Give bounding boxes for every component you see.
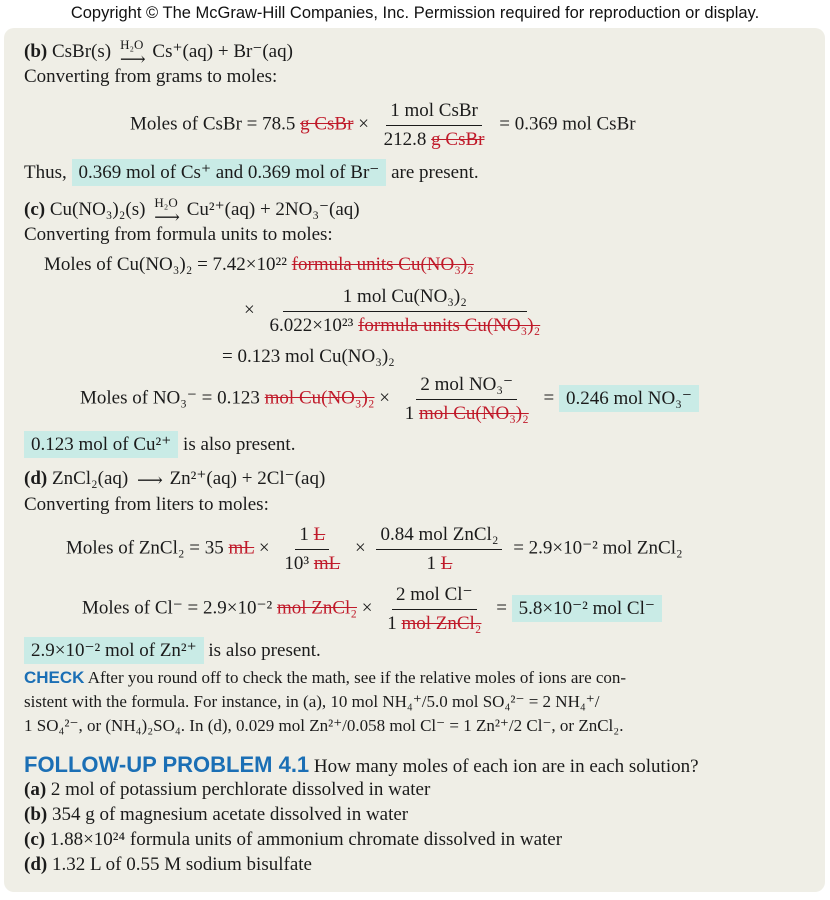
cancelled-unit: g CsBr [300,113,354,135]
follow-up-question: How many moles of each ion are in each solution? [313,756,699,777]
part-d-equation-2: Moles of Cl⁻ = 2.9×10⁻² mol ZnCl₂ × $\frac{\text{2 mol Cl⁻}}{\text{1 mol ZnCl₂}}$ = 5.8×10⁻² mol Cl⁻ [82,584,662,635]
fraction-numerator: 2 mol NO₃⁻ [416,374,517,400]
right-arrow-icon: ⟶ [119,49,144,69]
part-b-reaction [24,38,293,67]
arrow-label: H₂O [154,195,178,210]
follow-up-item: (a) 2 mol of potassium perchlorate dissolved in water [24,779,431,800]
part-c-reaction [24,196,360,225]
highlighted-answer: 5.8×10⁻² mol Cl⁻ [512,595,662,622]
reaction-arrow [154,196,178,225]
fraction-denominator: 212.8 g CsBr [383,128,485,150]
arrow-label: H₂O [120,37,144,52]
fraction-numerator: 1 mol CsBr [386,100,482,126]
fraction-numerator: 1 mol Cu(NO₃)₂ [283,286,527,312]
part-c-products: Cu²⁺(aq) + 2NO₃⁻(aq) [186,198,360,220]
reaction-arrow [137,469,161,490]
part-d-products: Zn²⁺(aq) + 2Cl⁻(aq) [169,468,326,489]
part-d-also-present: 2.9×10⁻² mol of Zn²⁺ is also present. [24,640,321,662]
highlighted-answer: 2.9×10⁻² mol of Zn²⁺ [24,637,204,664]
follow-up-item: (d) 1.32 L of 0.55 M sodium bisulfate [24,854,312,875]
eq-result: = 0.369 mol CsBr [499,113,636,135]
conversion-fraction [280,524,344,575]
conversion-fraction [401,374,533,425]
highlighted-answer: 0.369 mol of Cs⁺ and 0.369 mol of Br⁻ [72,159,387,186]
highlighted-answer: 0.123 mol of Cu²⁺ [24,431,178,458]
part-b-converting: Converting from grams to moles: [24,66,278,87]
fraction-numerator: 2 mol Cl⁻ [392,584,477,610]
follow-up-item: (b) 354 g of magnesium acetate dissolved in water [24,804,409,825]
eq-lhs: Moles of CsBr = 78.5 [130,113,296,135]
part-b-conclusion: Thus, 0.369 mol of Cs⁺ and 0.369 mol of Br⁻ are present. [24,162,479,184]
follow-up-heading [24,752,699,778]
check-line-2: sistent with the formula. For instance, in (a), 10 mol NH₄⁺/5.0 mol SO₄²⁻ = 2 NH₄⁺/ [24,692,600,711]
follow-up-item: (c) 1.88×10²⁴ formula units of ammonium chromate dissolved in water [24,829,563,850]
cancelled-unit: formula units Cu(NO₃)₂ [291,254,474,275]
fraction-denominator: 6.022×10²³ formula units Cu(NO₃)₂ [269,314,541,336]
part-d-converting: Converting from liters to moles: [24,494,269,515]
fraction-denominator: 1 L [426,552,453,574]
part-c-also-present: 0.123 mol of Cu²⁺ is also present. [24,434,295,456]
part-c-equation-1-result: = 0.123 mol Cu(NO₃)₂ [222,346,395,367]
part-b-products: Cs⁺(aq) + Br⁻(aq) [152,40,293,62]
cancelled-unit: mol ZnCl₂ [276,597,357,619]
check-line-3: 1 SO₄²⁻, or (NH₄)₂SO₄. In (d), 0.029 mol Zn²⁺/0.058 mol Cl⁻ = 1 Zn²⁺/2 Cl⁻, or ZnCl₂. [24,716,624,735]
part-d-label: (d) [24,468,48,489]
fraction-denominator: 1 mol Cu(NO₃)₂ [404,402,529,424]
conversion-fraction [380,100,489,151]
fraction-numerator: 0.84 mol ZnCl₂ [376,524,502,550]
conversion-fraction [265,286,544,337]
fraction-denominator: 10³ mL [284,552,341,574]
part-c-converting: Converting from formula units to moles: [24,224,333,245]
part-d-reaction [24,468,325,490]
part-c-reactant: Cu(NO₃)₂(s) [49,198,146,220]
part-b-label: (b) [24,40,48,62]
right-arrow-icon: ⟶ [154,207,178,227]
conversion-fraction [376,524,502,575]
part-c-equation-1-fraction: × $\frac{\text{1 mol Cu(NO₃)₂}}{\text{6.022×10²³ formula units Cu(NO₃)₂}}$ [244,286,550,337]
part-b-reactant: CsBr(s) [51,40,112,62]
fraction-numerator: 1 L [295,524,329,550]
conversion-fraction [383,584,485,635]
follow-up-label: FOLLOW-UP PROBLEM 4.1 [24,752,310,777]
check-line-1: CHECK After you round off to check the math, see if the relative moles of ions are con- [24,668,627,687]
cancelled-unit: mol Cu(NO₃)₂ [264,387,375,409]
highlighted-answer: 0.246 mol NO₃⁻ [559,385,699,412]
copyright-notice: Copyright © The McGraw-Hill Companies, Inc. Permission required for reproduction or display. [70,4,760,22]
fraction-denominator: 1 mol ZnCl₂ [387,612,482,634]
part-d-reactant: ZnCl₂(aq) [51,468,129,489]
part-c-label: (c) [24,198,46,220]
part-c-equation-1-lhs: Moles of Cu(NO₃)₂ = 7.42×10²² formula units Cu(NO₃)₂ [44,254,474,275]
part-c-equation-2: Moles of NO₃⁻ = 0.123 mol Cu(NO₃)₂ × $\frac{\text{2 mol NO₃⁻}}{\text{1 mol Cu(NO₃)₂}}$ = 0.246 mol NO₃⁻ [80,374,699,425]
reaction-arrow [120,38,144,67]
check-label: CHECK [24,668,85,687]
cancelled-unit: mL [228,537,255,559]
part-b-equation: Moles of CsBr = 78.5 g CsBr × $\frac{\text{1 mol CsBr}}{\text{212.8 g CsBr}}$ = 0.369 mol CsBr [130,100,636,150]
part-d-equation-1: Moles of ZnCl₂ = 35 mL × $\frac{1 L}{\text{10³ mL}}$ × $\frac{\text{0.84 mol ZnCl₂}}{1 L}$ = 2.9×10⁻² mol ZnCl₂ [66,524,683,574]
right-arrow-icon: ⟶ [137,469,161,490]
